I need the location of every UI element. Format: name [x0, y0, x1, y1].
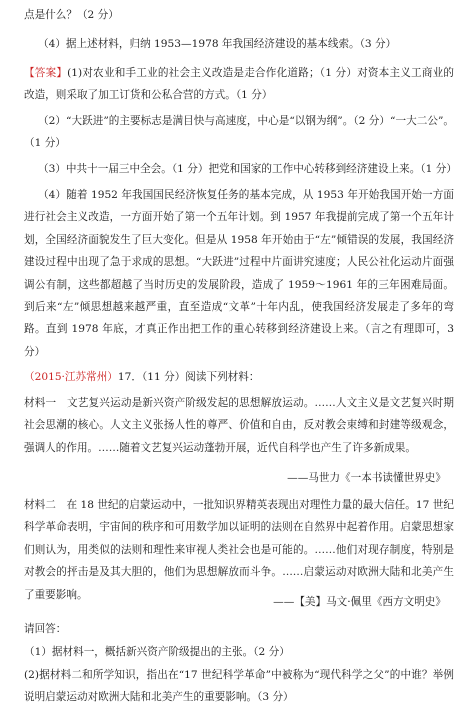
- material-1: 材料一 文艺复兴运动是新兴资产阶级发起的思想解放运动。……人文主义是文艺复兴时期社会思潮的核心。人文主义张扬人性的尊严、价值和自由，反对教会束缚和封建等级观念，强调人的作用。……随着文艺复兴运动蓬勃开展，近代自科学也产生了许多新成果。: [24, 397, 454, 454]
- ask-prompt: 请回答：: [24, 623, 67, 635]
- material-2-source: ——【美】马文·佩里《西方文明史》: [273, 596, 446, 608]
- answer-1: [24, 62, 454, 107]
- answer-3: （3）中共十一届三中全会。（1 分）把党和国家的工作中心转移到经济建设上来。（1 分）: [38, 163, 457, 175]
- answer-tag: 【答案】: [24, 67, 68, 79]
- material-2: 材料二 在 18 世纪的启蒙运动中，一批知识界精英表现出对理性力量的最大信任。17 世纪科学革命表明，宇宙间的秩序和可用数学加以证明的法则在自然界中起着作用。启蒙思想家们则认为，用类似的法则和理性来审视人类社会也是可能的。……他们对现存制度，特别是对教会的抨击是及其大胆的，他们为思想解放而斗争。……启蒙运动对欧洲大陆和北美产生了重要影响。: [24, 499, 454, 601]
- question-17-source-tag: （2015·江苏常州）: [24, 371, 118, 383]
- question-17-title: 17．（11 分）阅读下列材料：: [117, 371, 260, 383]
- answer-1-text: (1)对农业和手工业的社会主义改造是走合作化道路；（1 分）对资本主义工商业的改造，则采取了加工订货和公私合营的方式。（1 分）: [24, 67, 455, 102]
- material-1-source: ——马世力《一本书读懂世界史》: [287, 472, 446, 484]
- request-1: （1）据材料一，概括新兴资产阶级提出的主张。（2 分）: [24, 646, 290, 658]
- request-2: (2)据材料二和所学知识，指出在“17 世纪科学革命”中被称为“现代科学之父”的中谁？举例说明启蒙运动对欧洲大陆和北美产生的重要影响。（3 分）: [24, 669, 454, 704]
- answer-4: （4）随着 1952 年我国国民经济恢复任务的基本完成，从 1953 年开始我国开始一方面进行社会主义改造，一方面开始了第一个五年计划。到 1957 年我提前完成了第一个五年计划，全国经济面貌发生了巨大变化。但是从 1958 年开始由于“左”倾错误的发展，我国经济建设过程中出现了急于求成的思想。“大跃进”过程中片面讲究速度；人民公社化运动片面强调公有制，这些都超越了当时历史的发展阶段，造成了 1959～1961 年的三年困难局面。到后来“左”倾思想越来越严重，直至造成“文革”十年内乱，使我国经济发展走了多年的弯路。直到 1978 年底，才真正作出把工作的重心转移到经济建设上来。（言之有理即可，3 分）: [24, 189, 454, 358]
- question-17-header: [24, 366, 454, 388]
- question-continued: 点是什么？（2 分）: [24, 9, 119, 21]
- question-4: （4）据上述材料，归纳 1953—1978 年我国经济建设的基本线索。（3 分）: [38, 38, 397, 50]
- answer-2: （2）“大跃进”的主要标志是满目快与高速度，中心是“以钢为纲”。（2 分）“一大二公”。（1 分）: [24, 115, 454, 150]
